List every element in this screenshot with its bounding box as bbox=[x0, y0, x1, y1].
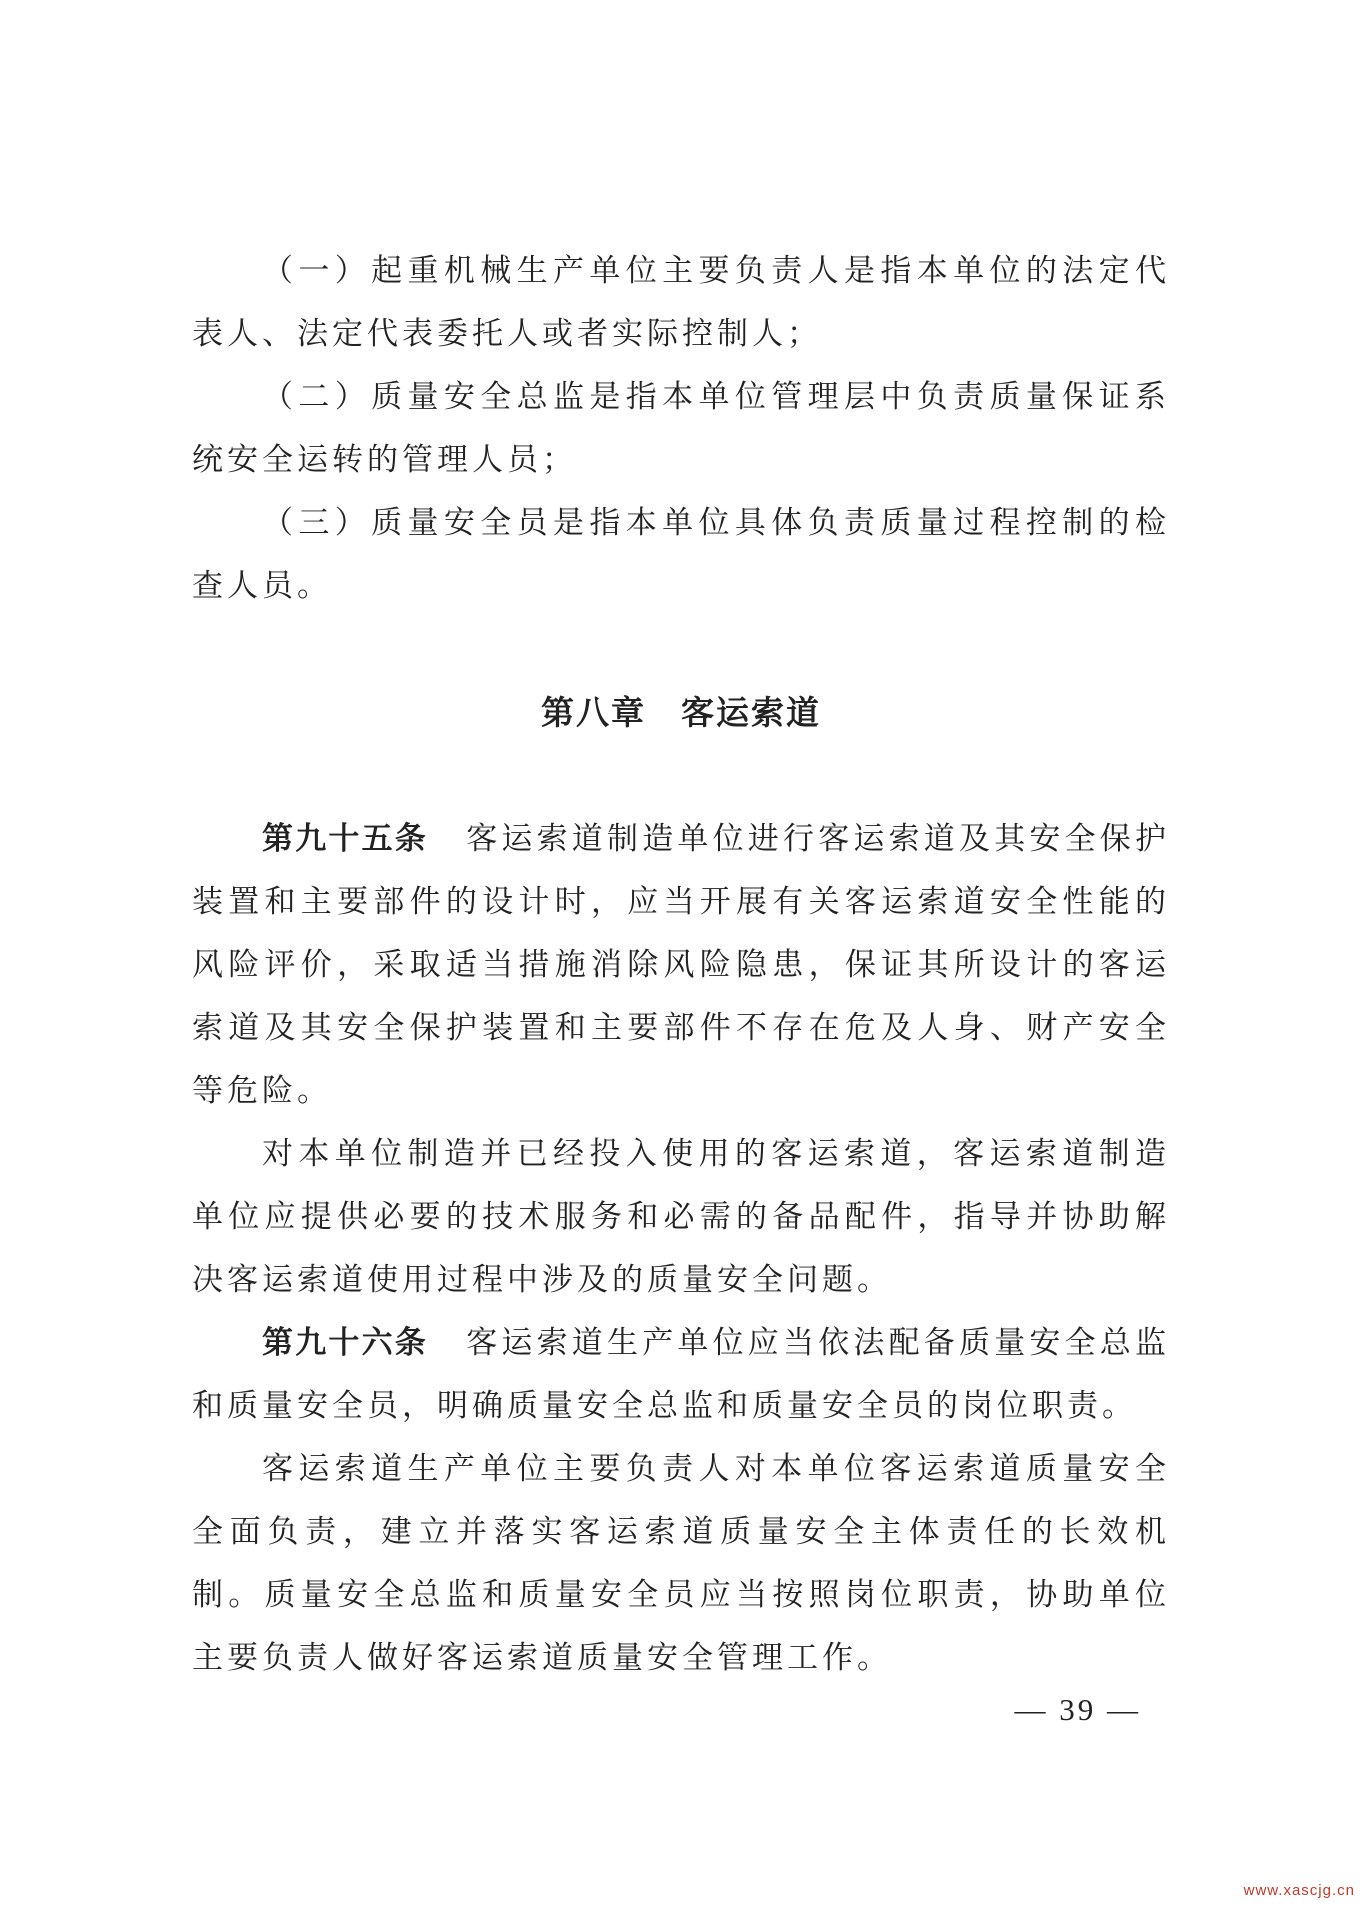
watermark: www.xascjg.cn bbox=[1243, 1882, 1355, 1899]
article-95-paragraph-2: 对本单位制造并已经投入使用的客运索道，客运索道制造单位应提供必要的技术服务和必需的备品配件，指导并协助解决客运索道使用过程中涉及的质量安全问题。 bbox=[192, 1136, 1170, 1298]
article-96-label: 第九十六条 bbox=[262, 1325, 428, 1361]
chapter-title: 第八章 客运索道 bbox=[541, 693, 821, 732]
article-95-text: 客运索道制造单位进行客运索道及其安全保护装置和主要部件的设计时，应当开展有关客运索道安全性能的风险评价，采取适当措施消除风险隐患，保证其所设计的客运索道及其安全保护装置和主要部件不存在危及人身、财产安全等危险。 bbox=[192, 821, 1170, 1109]
article-95-label: 第九十五条 bbox=[262, 821, 428, 857]
paragraph-item-3: （三）质量安全员是指本单位具体负责质量过程控制的检查人员。 bbox=[192, 505, 1170, 604]
paragraph-item-2: （二）质量安全总监是指本单位管理层中负责质量保证系统安全运转的管理人员； bbox=[192, 379, 1170, 478]
article-96-paragraph-2: 客运索道生产单位主要负责人对本单位客运索道质量安全全面负责，建立并落实客运索道质量安全主体责任的长效机制。质量安全总监和质量安全员应当按照岗位职责，协助单位主要负责人做好客运索道质量安全管理工作。 bbox=[192, 1451, 1170, 1676]
article-96-text: 客运索道生产单位应当依法配备质量安全总监和质量安全员，明确质量安全总监和质量安全员的岗位职责。 bbox=[192, 1325, 1170, 1424]
paragraph-item-1: （一）起重机械生产单位主要负责人是指本单位的法定代表人、法定代表委托人或者实际控制人； bbox=[192, 253, 1170, 352]
page-number: — 39 — bbox=[1014, 1692, 1141, 1727]
article-96-paragraph bbox=[192, 1312, 1170, 1438]
article-95-paragraph bbox=[192, 808, 1170, 1123]
document-body bbox=[192, 240, 1170, 1690]
